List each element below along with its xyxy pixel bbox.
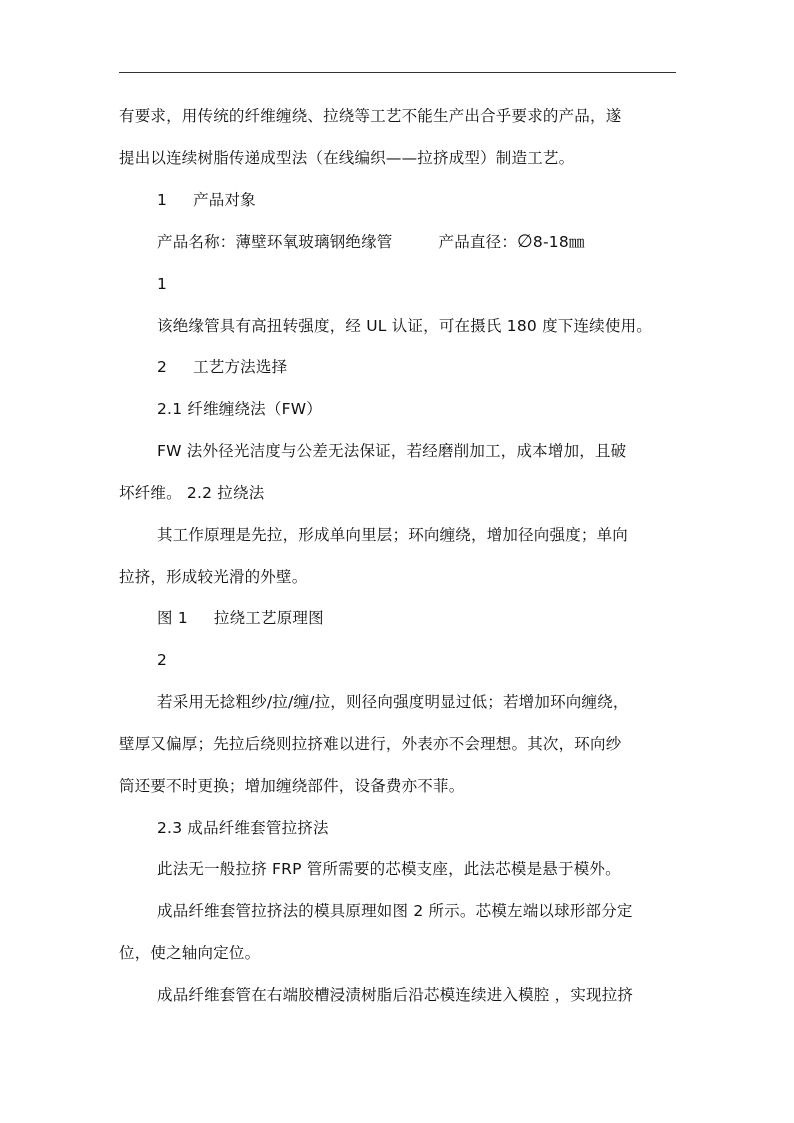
paragraph-line: 坏纤维。 2.2 拉绕法 [119,484,265,502]
paragraph-line: 该绝缘管具有高扭转强度，经 UL 认证，可在摄氏 180 度下连续使用。 [157,317,652,335]
section-title: 工艺方法选择 [193,358,288,376]
diameter-symbol: ∅ [517,231,533,252]
paragraph-line: 拉挤，形成较光滑的外壁。 [119,568,308,586]
paragraph-line: 若采用无捻粗纱/拉/缠/拉，则径向强度明显过低；若增加环向缠绕， [157,693,629,711]
paragraph-line: 其工作原理是先拉，形成单向里层；环向缠绕，增加径向强度；单向 [157,526,629,544]
section-number: 1 [157,191,168,209]
product-diameter-label: 产品直径： [438,233,518,251]
paragraph-line: 位，使之轴向定位。 [119,944,261,962]
section-number: 2 [157,358,168,376]
subsection-heading: 2.1 纤维缠绕法（FW） [157,400,322,418]
figure-number: 1 [157,275,168,293]
section-heading-2 [157,357,287,377]
paragraph-line: 成品纤维套管在右端胶槽浸渍树脂后沿芯模连续进入模腔 ，实现拉挤 [157,986,634,1004]
figure-label: 图 1 [157,609,188,627]
figure-caption [157,608,324,628]
subsection-heading: 2.3 成品纤维套管拉挤法 [157,819,329,837]
paragraph-line: 有要求，用传统的纤维缠绕、拉绕等工艺不能生产出合乎要求的产品，遂 [119,107,622,125]
paragraph-line: FW 法外径光洁度与公差无法保证，若经磨削加工，成本增加，且破 [157,442,627,460]
paragraph-line: 壁厚又偏厚；先拉后绕则拉挤难以进行，外表亦不会理想。其次，环向纱 [119,735,622,753]
paragraph-line: 此法无一般拉挤 FRP 管所需要的芯模支座，此法芯模是悬于模外。 [157,860,621,878]
section-title: 产品对象 [193,191,256,209]
paragraph-line: 筒还要不时更换；增加缠绕部件，设备费亦不菲。 [119,777,465,795]
product-name: 产品名称：薄壁环氧玻璃钢绝缘管 [157,233,393,251]
product-diameter-value: 8-18㎜ [532,233,585,251]
figure-number: 2 [157,651,168,669]
header-rule [119,72,676,73]
paragraph-line: 成品纤维套管拉挤法的模具原理如图 2 所示。芯模左端以球形部分定 [157,902,633,920]
figure-title: 拉绕工艺原理图 [213,609,324,627]
paragraph-line: 提出以连续树脂传递成型法（在线编织——拉挤成型）制造工艺。 [119,149,575,167]
product-info-line [157,232,585,252]
section-heading-1 [157,190,256,210]
